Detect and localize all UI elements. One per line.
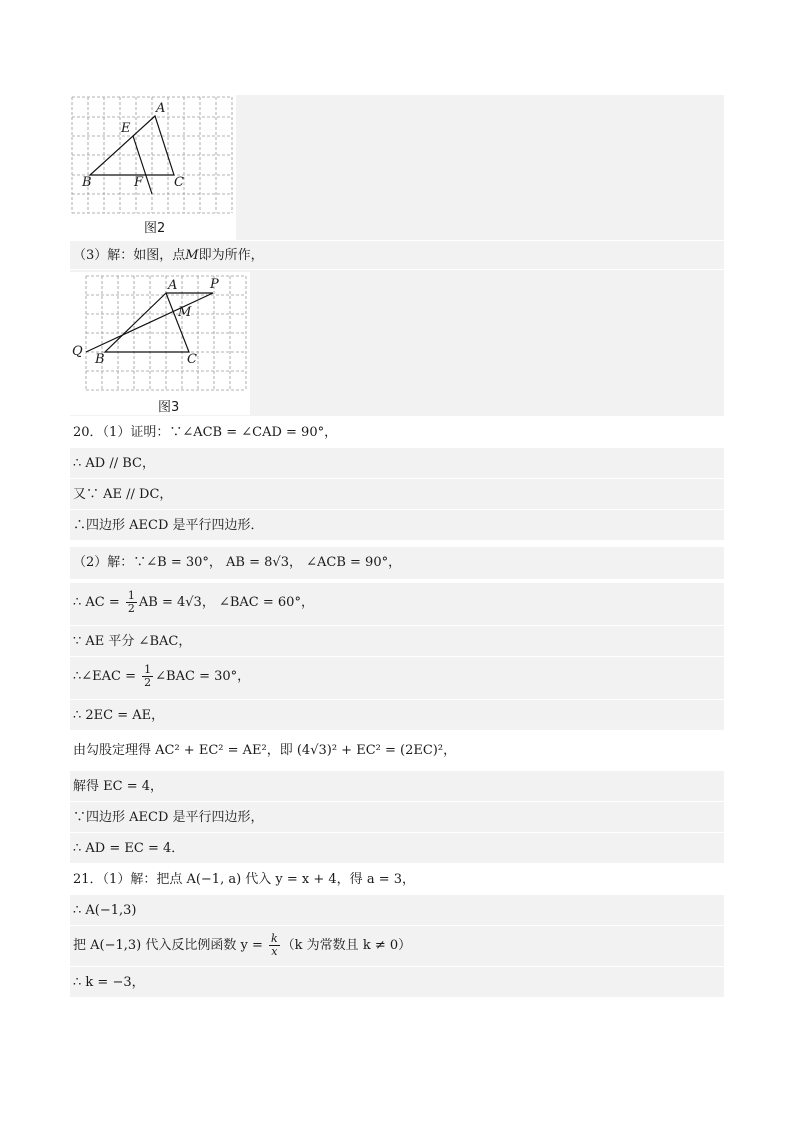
sol19-3-point: M xyxy=(185,248,199,263)
fig3-label-a: A xyxy=(168,278,178,293)
fig3-label-c: C xyxy=(187,352,197,367)
fraction-numerator: k xyxy=(271,932,278,945)
fig3-label-m: M xyxy=(178,305,192,320)
q20-line-8-fraction xyxy=(142,664,153,689)
fraction-denominator: x xyxy=(271,945,278,958)
sol19-3-line xyxy=(73,247,264,265)
fig3-label-q: Q xyxy=(72,344,83,359)
q20-line-8-b: ∠BAC = 30°， xyxy=(155,669,251,684)
fraction-numerator: 1 xyxy=(144,663,152,676)
fig2-label-c: C xyxy=(174,175,184,190)
fig3-caption: 图3 xyxy=(158,400,180,415)
fraction-numerator: 1 xyxy=(127,589,135,602)
q20-line-8-a: ∴∠EAC = xyxy=(73,669,141,684)
q21-line-3-fraction xyxy=(269,933,280,958)
fig2-label-b: B xyxy=(82,175,92,190)
fig2-label-e: E xyxy=(121,121,131,136)
q20-line-13: ∴ AD = EC = 4． xyxy=(73,841,185,856)
q21-line-3 xyxy=(73,933,411,958)
q20-l11-band xyxy=(70,771,724,801)
fig3-label-b: B xyxy=(95,352,105,367)
q21-line-2: ∴ A(−1,3) xyxy=(73,903,137,918)
q20-line-11: 解得 EC = 4， xyxy=(73,779,163,794)
q21-line-4: ∴ k = −3， xyxy=(73,975,145,990)
q20-line-2: ∴ AD // BC， xyxy=(73,456,155,471)
sol19-3-prefix: （3）解：如图，点 xyxy=(73,248,186,263)
figure-2 xyxy=(70,95,236,240)
q20-line-9: ∴ 2EC = AE， xyxy=(73,708,165,723)
fig3-label-p: P xyxy=(210,277,219,292)
q20-line-3: 又∵ AE // DC， xyxy=(73,487,173,502)
sol19-3-suffix: 即为所作， xyxy=(198,248,264,263)
fraction-denominator: 2 xyxy=(127,602,135,615)
q21-line-3-b: （k 为常数且 k ≠ 0） xyxy=(281,938,412,953)
figure-3-svg xyxy=(70,272,250,415)
q20-line-6-b: AB = 4√3， ∠BAC = 60°， xyxy=(138,595,314,610)
q21-l4-band xyxy=(70,967,724,997)
q21-l2-band xyxy=(70,895,724,925)
q20-line-7: ∵ AE 平分 ∠BAC， xyxy=(73,634,192,649)
q20-line-12: ∵四边形 AECD 是平行四边形， xyxy=(73,810,264,825)
q20-l2-band xyxy=(70,448,724,478)
q20-line-6-fraction xyxy=(126,590,137,615)
q21-line-3-a: 把 A(−1,3) 代入反比例函数 y = xyxy=(73,938,267,953)
fig2-caption: 图2 xyxy=(144,221,166,236)
q20-line-6-a: ∴ AC = xyxy=(73,595,124,610)
q20-line-10: 由勾股定理得 AC² + EC² = AE²，即 (4√3)² + EC² = (2EC)²， xyxy=(73,743,457,758)
q20-line-8 xyxy=(73,664,250,689)
fraction-denominator: 2 xyxy=(144,676,152,689)
q21-line-1: 21．（1）解：把点 A(−1, a) 代入 y = x + 4，得 a = 3， xyxy=(73,872,415,887)
q20-line-5: （2）解：∵∠B = 30°， AB = 8√3， ∠ACB = 90°， xyxy=(73,555,402,570)
fig2-label-f: F xyxy=(134,175,144,190)
q20-line-1: 20．（1）证明：∵∠ACB = ∠CAD = 90°， xyxy=(73,425,338,440)
figure-3 xyxy=(70,272,250,415)
q20-line-6 xyxy=(73,590,314,615)
fig2-label-a: A xyxy=(156,101,166,116)
q20-l9-band xyxy=(70,700,724,730)
q20-line-4: ∴四边形 AECD 是平行四边形． xyxy=(73,518,264,533)
